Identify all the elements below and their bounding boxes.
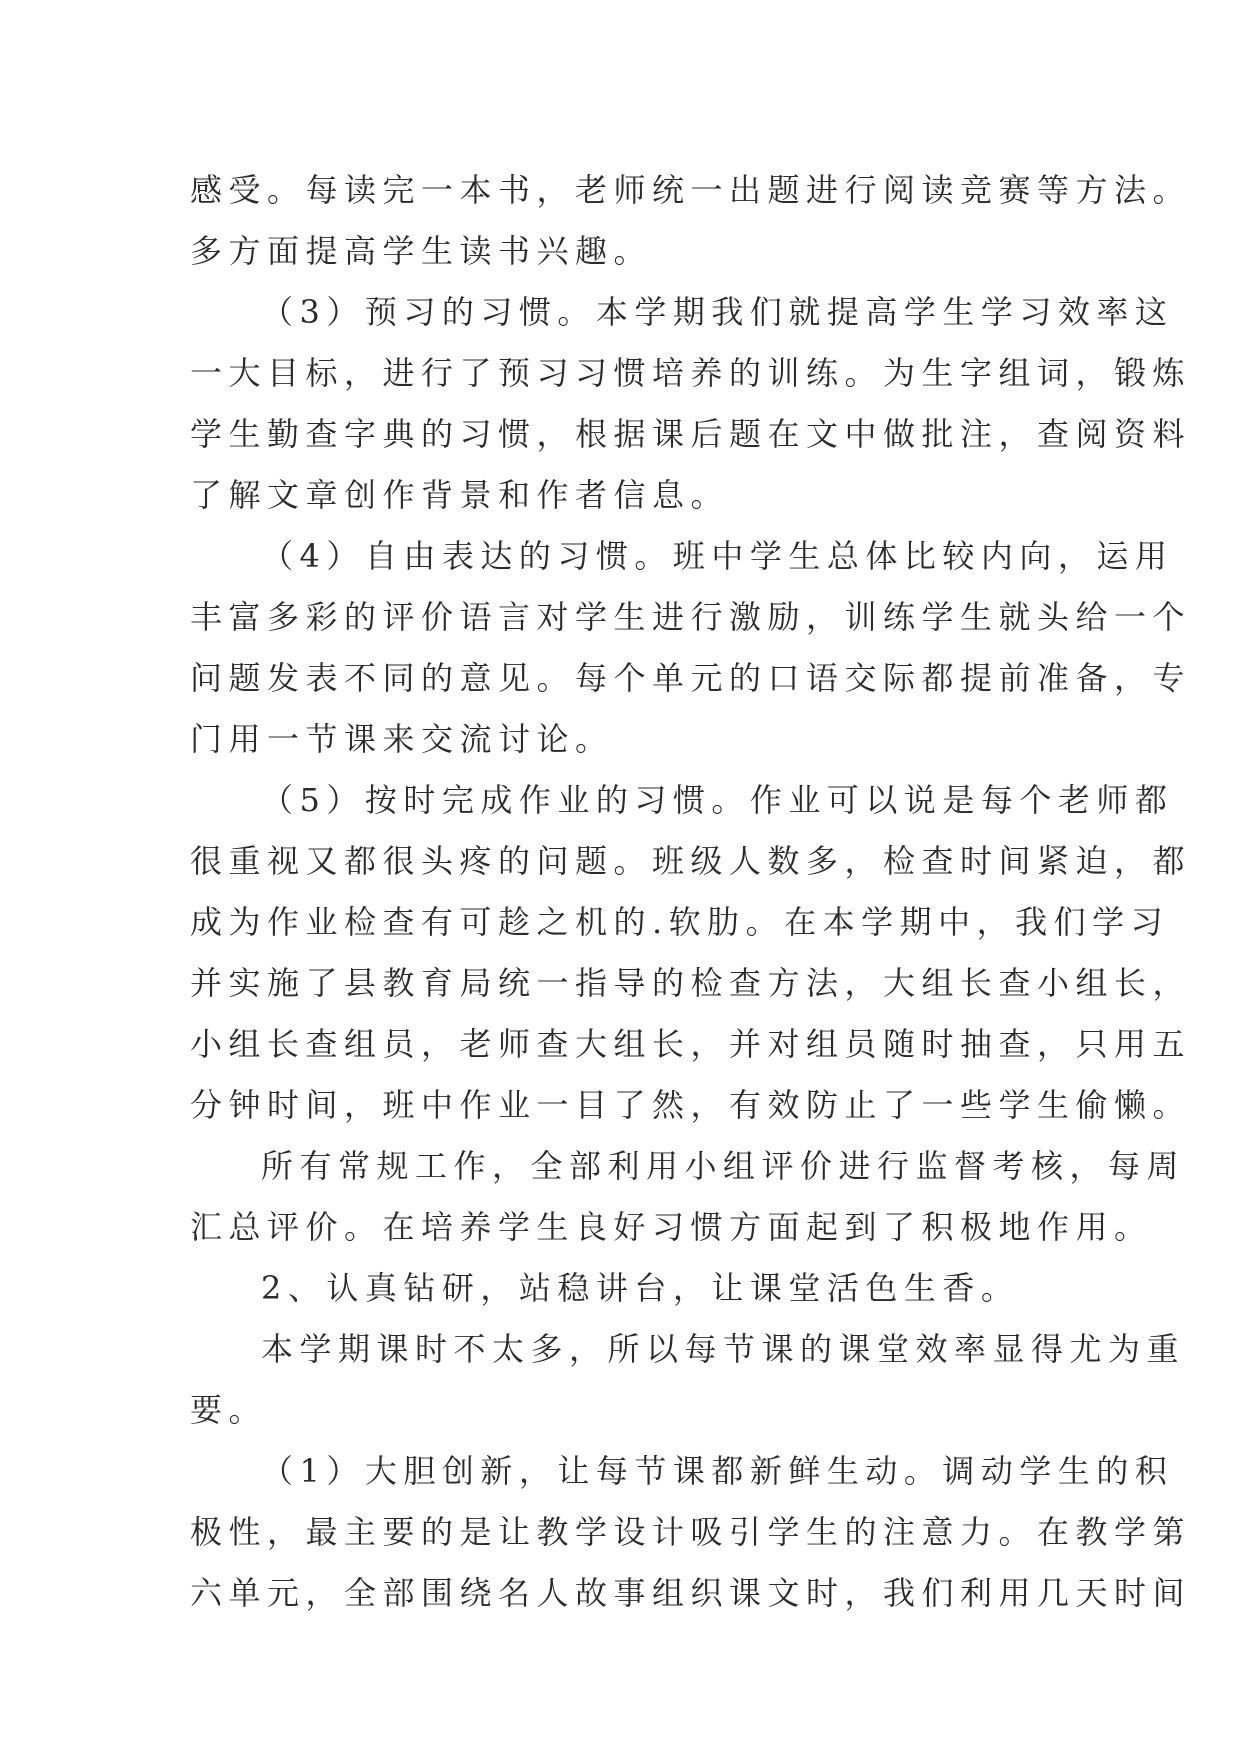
text-line: 本学期课时不太多，所以每节课的课堂效率显得尤为重 xyxy=(261,1330,1186,1368)
text-line: 六单元，全部围绕名人故事组织课文时，我们利用几天时间 xyxy=(190,1574,1192,1612)
text-line: 小组长查组员，老师查大组长，并对组员随时抽查，只用五 xyxy=(190,1025,1192,1063)
text-line: 极性，最主要的是让教学设计吸引学生的注意力。在教学第 xyxy=(190,1513,1192,1551)
text-line: （4）自由表达的习惯。班中学生总体比较内向，运用 xyxy=(261,537,1174,575)
text-line: 分钟时间，班中作业一目了然，有效防止了一些学生偷懒。 xyxy=(190,1086,1192,1124)
text-line: 问题发表不同的意见。每个单元的口语交际都提前准备，专 xyxy=(190,659,1192,697)
text-line: 学生勤查字典的习惯，根据课后题在文中做批注，查阅资料 xyxy=(190,415,1192,453)
text-line: （5）按时完成作业的习惯。作业可以说是每个老师都 xyxy=(261,781,1174,819)
text-line: 感受。每读完一本书，老师统一出题进行阅读竞赛等方法。 xyxy=(190,171,1192,209)
text-line: 门用一节课来交流讨论。 xyxy=(190,720,614,758)
text-line: （3）预习的习惯。本学期我们就提高学生学习效率这 xyxy=(261,293,1174,331)
text-line: （1）大胆创新，让每节课都新鲜生动。调动学生的积 xyxy=(261,1452,1174,1490)
text-line: 很重视又都很头疼的问题。班级人数多，检查时间紧迫，都 xyxy=(190,842,1192,880)
text-line: 一大目标，进行了预习习惯培养的训练。为生字组词，锻炼 xyxy=(190,354,1192,392)
text-line: 多方面提高学生读书兴趣。 xyxy=(190,232,653,270)
body-text xyxy=(190,160,1192,1624)
text-line: 成为作业检查有可趁之机的.软肋。在本学期中，我们学习 xyxy=(190,903,1170,941)
text-line: 汇总评价。在培养学生良好习惯方面起到了积极地作用。 xyxy=(190,1208,1153,1246)
text-line: 丰富多彩的评价语言对学生进行激励，训练学生就头给一个 xyxy=(190,598,1192,636)
text-line: 要。 xyxy=(190,1391,268,1429)
text-line: 了解文章创作背景和作者信息。 xyxy=(190,476,730,514)
text-line: 2、认真钻研，站稳讲台，让课堂活色生香。 xyxy=(261,1269,1020,1307)
text-line: 并实施了县教育局统一指导的检查方法，大组长查小组长， xyxy=(190,964,1192,1002)
text-line: 所有常规工作，全部利用小组评价进行监督考核，每周 xyxy=(261,1147,1186,1185)
